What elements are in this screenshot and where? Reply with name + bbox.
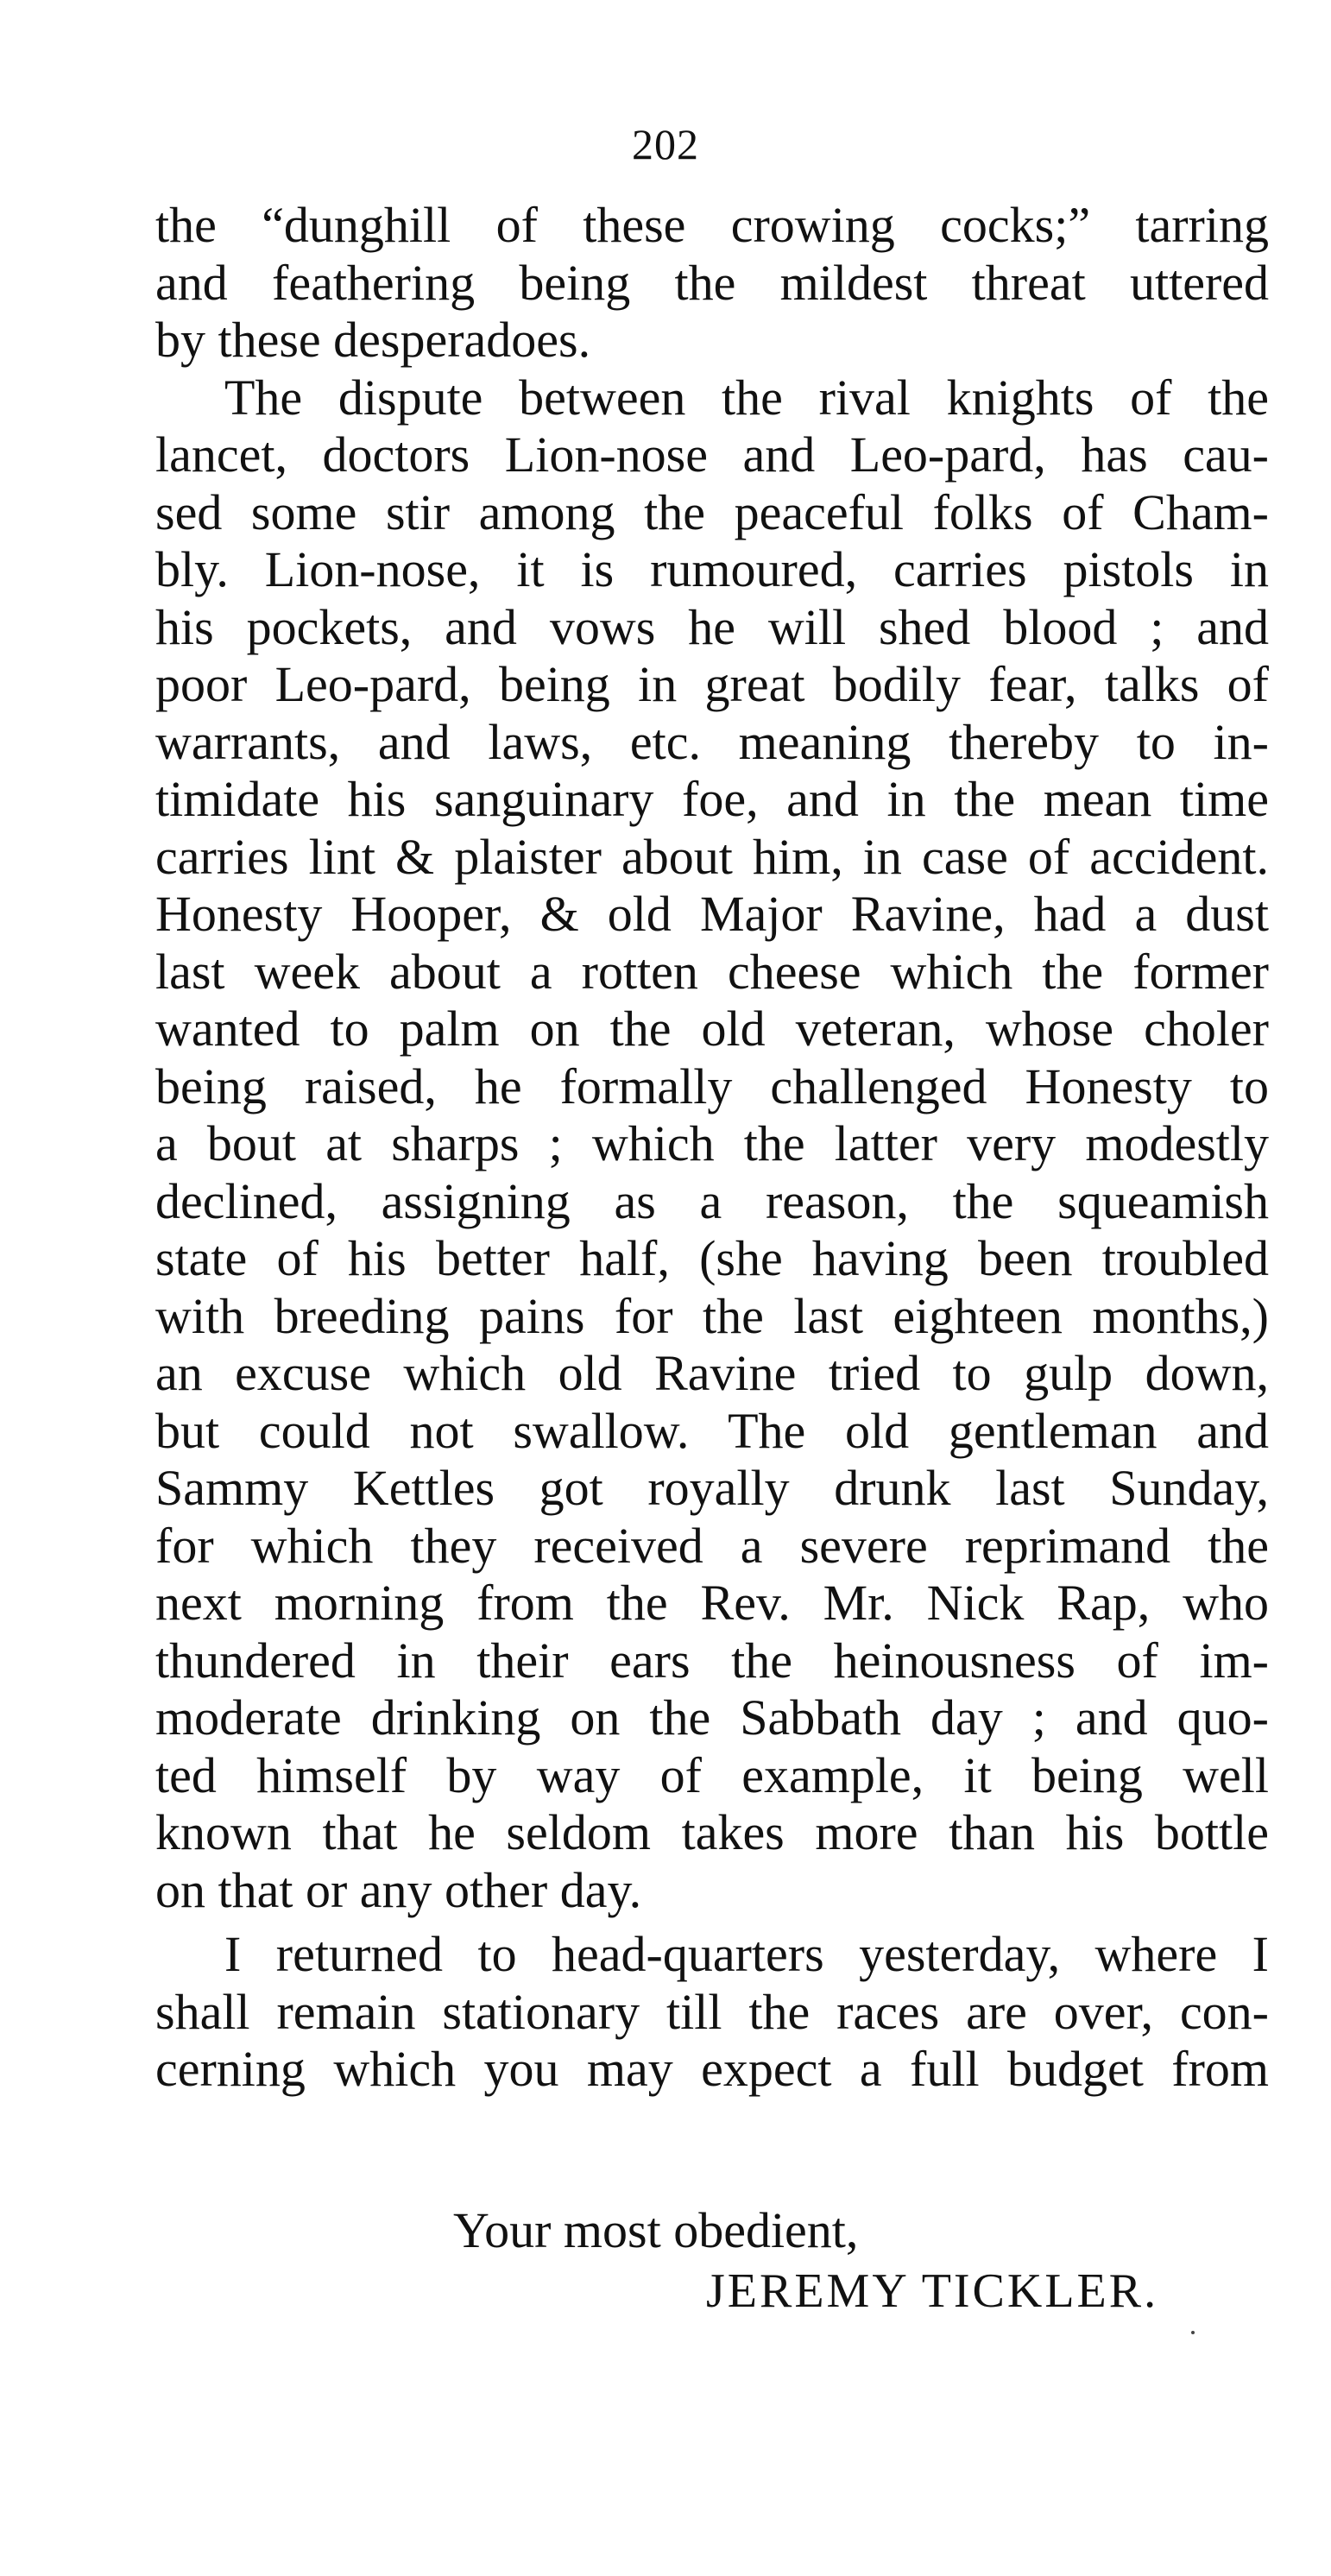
text-line: Sammy Kettles got royally drunk last Sunday, [155, 1460, 1269, 1516]
text-line: on that or any other day. [155, 1861, 642, 1918]
text-line: being raised, he formally challenged Honesty to [155, 1058, 1269, 1114]
text-line: a bout at sharps ; which the latter very modestly [155, 1115, 1269, 1171]
text-line: warrants, and laws, etc. meaning thereby to in- [155, 713, 1269, 770]
text-line: known that he seldom takes more than his bottle [155, 1804, 1269, 1860]
page-number: 202 [632, 120, 699, 168]
text-line: declined, assigning as a reason, the squeamish [155, 1172, 1269, 1229]
text-line: timidate his sanguinary foe, and in the mean time [155, 771, 1269, 827]
text-line: cerning which you may expect a full budget from [155, 2041, 1269, 2097]
text-line: thundered in their ears the heinousness of im- [155, 1632, 1269, 1689]
text-line: the “dunghill of these crowing cocks;” tarring [155, 197, 1269, 253]
text-line: The dispute between the rival knights of the [224, 369, 1269, 426]
text-line: state of his better half, (she having been troubled [155, 1230, 1269, 1286]
text-line: poor Leo-pard, being in great bodily fear, talks of [155, 656, 1269, 712]
body-text [155, 197, 1269, 2099]
text-line: carries lint & plaister about him, in case of accident. [155, 828, 1269, 885]
text-line: sed some stir among the peaceful folks of Cham- [155, 483, 1269, 540]
text-line: with breeding pains for the last eighteen months,) [155, 1287, 1269, 1344]
text-line: moderate drinking on the Sabbath day ; and quo- [155, 1689, 1269, 1746]
text-line: but could not swallow. The old gentleman and [155, 1402, 1269, 1459]
text-line: next morning from the Rev. Mr. Nick Rap, who [155, 1575, 1269, 1631]
text-line: by these desperadoes. [155, 312, 591, 368]
closing-line: Your most obedient, [453, 2202, 859, 2258]
text-line: I returned to head-quarters yesterday, where I [224, 1926, 1269, 1982]
text-line: ted himself by way of example, it being well [155, 1746, 1269, 1803]
text-line: and feathering being the mildest threat uttered [155, 254, 1269, 311]
text-line: last week about a rotten cheese which the former [155, 943, 1269, 1000]
text-line: bly. Lion-nose, it is rumoured, carries pistols in [155, 541, 1269, 597]
print-speck [1191, 2331, 1195, 2334]
text-line: his pockets, and vows he will shed blood ; and [155, 598, 1269, 655]
text-line: Honesty Hooper, & old Major Ravine, had a dust [155, 886, 1269, 942]
text-line: for which they received a severe reprimand the [155, 1517, 1269, 1574]
text-line: an excuse which old Ravine tried to gulp down, [155, 1345, 1269, 1401]
text-line: shall remain stationary till the races are over, con- [155, 1983, 1269, 2040]
text-line: lancet, doctors Lion-nose and Leo-pard, has cau- [155, 426, 1269, 483]
text-line: wanted to palm on the old veteran, whose choler [155, 1001, 1269, 1057]
signature: JEREMY TICKLER. [706, 2264, 1159, 2318]
